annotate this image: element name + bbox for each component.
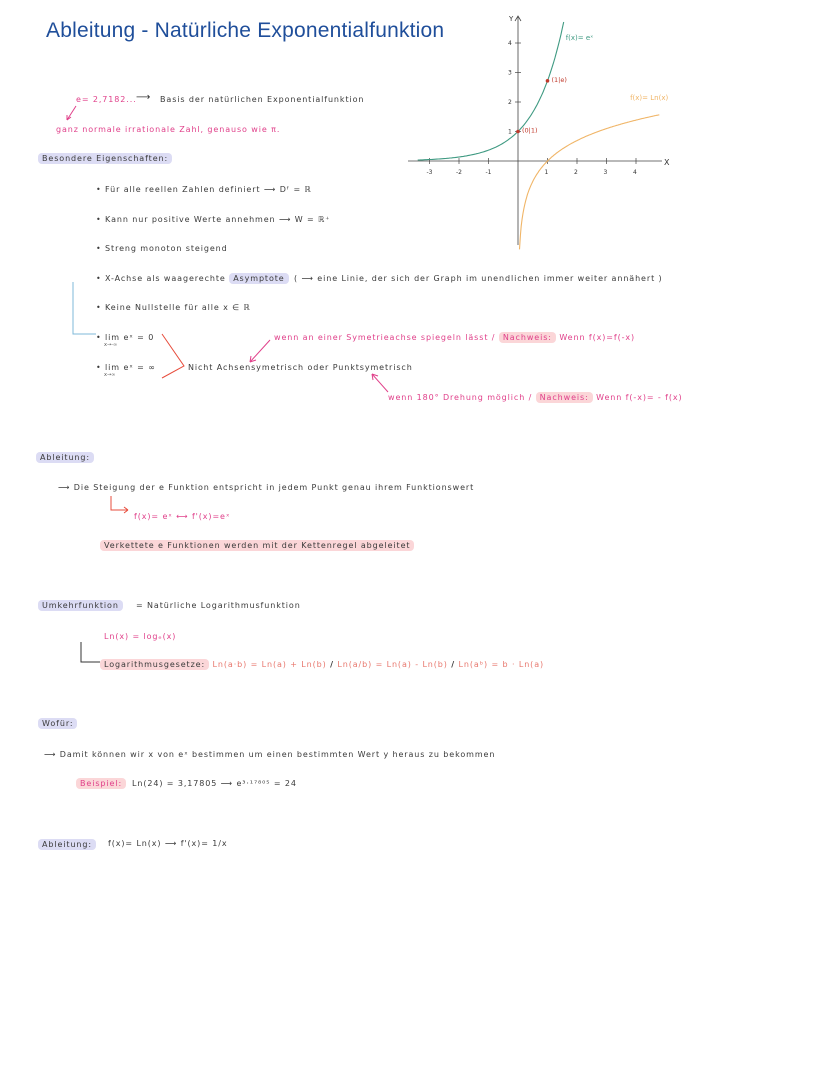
ableitung-statement: ⟶ Die Steigung der e Funktion entspricht in jedem Punkt genau ihrem Funktionswert bbox=[58, 483, 475, 492]
beispiel-badge: Beispiel: bbox=[76, 778, 126, 789]
x-tick-label: 3 bbox=[603, 169, 608, 176]
axis-symmetry-condition: Wenn f(x)=f(-x) bbox=[559, 333, 636, 342]
property-item: • Für alle reellen Zahlen definiert ⟶ Dᶠ = ℝ bbox=[96, 185, 312, 194]
exp-curve bbox=[418, 22, 564, 160]
log-laws-label: Logarithmusgesetze: bbox=[100, 659, 209, 670]
section-heading-ableitung: Ableitung: bbox=[36, 452, 94, 463]
section-heading-wofuer: Wofür: bbox=[38, 718, 77, 729]
x-tick-label: -3 bbox=[426, 169, 433, 176]
x-tick-label: -2 bbox=[456, 169, 462, 176]
point-marker bbox=[546, 79, 550, 83]
asymptote-note: ( ⟶ eine Linie, der sich der Graph im unendlichen immer weiter annähert ) bbox=[294, 274, 663, 283]
umkehr-definition: = Natürliche Logarithmusfunktion bbox=[136, 601, 301, 610]
limit-2: • lim eˣ = ∞ bbox=[96, 363, 156, 372]
axis-symmetry-note bbox=[274, 333, 635, 342]
function-graph bbox=[400, 8, 690, 253]
log-law-power: Ln(aᵇ) = b · Ln(a) bbox=[458, 660, 545, 669]
x-tick-label: 2 bbox=[574, 169, 578, 176]
limit-1: • lim eˣ = 0 bbox=[96, 333, 155, 342]
property-item: • Streng monoton steigend bbox=[96, 244, 228, 253]
bend-arrow-icon bbox=[108, 496, 130, 516]
e-value: e= 2,7182... bbox=[76, 95, 137, 104]
log-laws-row bbox=[100, 660, 544, 669]
y-axis-label: Y bbox=[509, 15, 514, 23]
separator: / bbox=[451, 660, 456, 669]
symmetry-note: Nicht Achsensymetrisch oder Punktsymetrisch bbox=[188, 363, 413, 372]
point-label: (1|e) bbox=[551, 75, 567, 84]
asymptote-prefix: • X-Achse als waagerechte bbox=[96, 274, 226, 283]
ln-definition: Ln(x) = logₑ(x) bbox=[104, 632, 177, 641]
bend-line bbox=[78, 642, 102, 666]
red-bracket bbox=[160, 330, 190, 380]
e-description: Basis der natürlichen Exponentialfunktion bbox=[160, 95, 365, 104]
y-tick-label: 2 bbox=[508, 99, 512, 106]
axis-symmetry-text: wenn an einer Symetrieachse spiegeln lässt / bbox=[274, 333, 496, 342]
log-law-product: Ln(a·b) = Ln(a) + Ln(b) bbox=[212, 660, 327, 669]
y-tick-label: 3 bbox=[508, 69, 512, 77]
property-item: • Kann nur positive Werte annehmen ⟶ W = ℝ⁺ bbox=[96, 215, 331, 224]
section-heading-eigenschaften: Besondere Eigenschaften: bbox=[38, 153, 172, 164]
ln-derivative-formula: f(x)= Ln(x) ⟶ f'(x)= 1/x bbox=[108, 839, 228, 848]
nachweis-badge: Nachweis: bbox=[499, 332, 556, 343]
y-tick-label: 4 bbox=[508, 40, 512, 47]
section-heading-umkehr: Umkehrfunktion bbox=[38, 600, 123, 611]
arrow-icon: ⟶ bbox=[136, 92, 151, 103]
page-title: Ableitung - Natürliche Exponentialfunktion bbox=[46, 19, 445, 42]
wofuer-statement: ⟶ Damit können wir x von eˣ bestimmen um einen bestimmten Wert y heraus zu bekommen bbox=[44, 750, 496, 759]
y-tick-label: 1 bbox=[508, 128, 512, 136]
beispiel-equation: Ln(24) = 3,17805 ⟶ e³·¹⁷⁸⁰⁵ = 24 bbox=[132, 779, 297, 788]
irrational-note: ganz normale irrationale Zahl, genauso wie π. bbox=[56, 125, 281, 134]
point-symmetry-text: wenn 180° Drehung möglich / bbox=[388, 393, 533, 402]
kettenregel-note: Verkettete e Funktionen werden mit der Kettenregel abgeleitet bbox=[100, 540, 414, 551]
separator: / bbox=[330, 660, 334, 669]
x-tick-label: 1 bbox=[544, 169, 549, 176]
asymptote-line bbox=[96, 274, 289, 283]
nachweis-badge: Nachweis: bbox=[536, 392, 593, 403]
pointer-arrow-icon bbox=[62, 104, 82, 124]
section-heading-ableitung-ln: Ableitung: bbox=[38, 839, 96, 850]
log-law-quotient: Ln(a/b) = Ln(a) - Ln(b) bbox=[337, 660, 448, 669]
x-tick-label: -1 bbox=[485, 169, 492, 176]
x-axis-label: X bbox=[664, 158, 670, 167]
asymptote-highlight: Asymptote bbox=[229, 273, 288, 284]
ln-series-label: f(x)= Ln(x) bbox=[630, 94, 669, 102]
point-marker bbox=[516, 130, 520, 134]
pointer-arrow-icon bbox=[246, 338, 276, 368]
property-item: • Keine Nullstelle für alle x ∈ ℝ bbox=[96, 303, 251, 312]
limit-2-sub: x→∞ bbox=[104, 372, 116, 378]
ln-curve bbox=[520, 115, 660, 250]
point-label: (0|1) bbox=[522, 126, 538, 135]
limit-1-sub: x→-∞ bbox=[104, 342, 118, 348]
point-symmetry-condition: Wenn f(-x)= - f(x) bbox=[596, 393, 683, 402]
x-tick-label: 4 bbox=[633, 169, 637, 176]
exp-series-label: f(x)= eˣ bbox=[565, 34, 594, 43]
point-symmetry-note bbox=[388, 393, 683, 402]
ableitung-formula: f(x)= eˣ ⟷ f'(x)=eˣ bbox=[134, 512, 231, 521]
